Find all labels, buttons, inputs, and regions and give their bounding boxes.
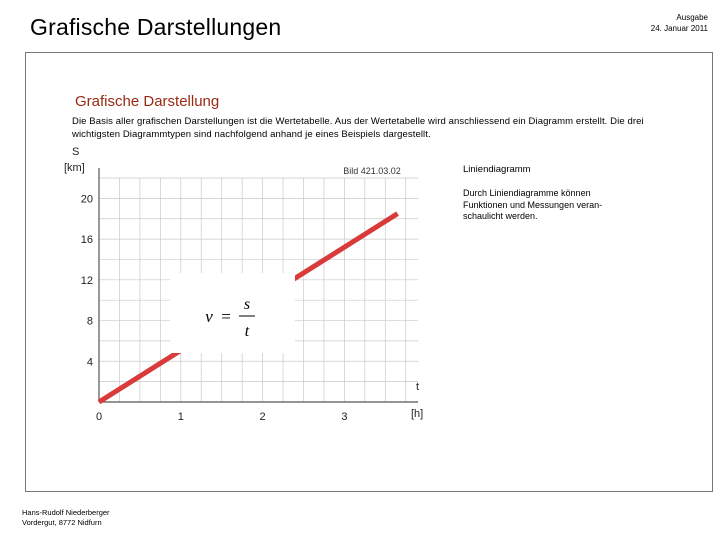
formula-box	[170, 273, 295, 353]
chart-type-title: Liniendiagramm	[463, 164, 531, 175]
description-line-3: schaulicht werden.	[463, 211, 538, 221]
description-line-1: Durch Liniendiagramme können	[463, 188, 591, 198]
x-axis-symbol: t	[416, 381, 420, 393]
section-title: Grafische Darstellung	[75, 93, 220, 110]
x-axis-unit: [h]	[411, 408, 424, 420]
description-line-2: Funktionen und Messungen veran-	[463, 199, 603, 210]
y-tick-label: 16	[80, 234, 93, 247]
y-tick-label: 12	[80, 274, 93, 287]
footer-author: Hans-Rudolf Niederberger	[22, 508, 110, 517]
formula-denominator: t	[244, 323, 250, 340]
y-axis-unit: [km]	[64, 162, 85, 174]
y-axis-symbol: S	[72, 146, 80, 158]
footer-address: Vordergut, 8772 Nidfurn	[22, 518, 102, 527]
formula-numerator: s	[243, 296, 251, 313]
formula-equals: =	[221, 307, 231, 326]
footer	[22, 508, 110, 528]
formula-background	[170, 273, 295, 353]
edition-label: Ausgabe	[676, 13, 708, 22]
x-tick-label: 3	[341, 411, 348, 423]
edition-date: 24. Januar 2011	[650, 24, 708, 33]
x-tick-label: 1	[177, 411, 184, 423]
page-title: Grafische Darstellungen	[30, 14, 282, 40]
y-tick-label: 20	[80, 193, 93, 206]
x-tick-label: 2	[259, 411, 266, 423]
x-tick-label: 0	[95, 411, 103, 423]
formula-lhs: v	[205, 307, 213, 326]
y-tick-label: 8	[86, 315, 93, 328]
y-tick-label: 4	[86, 356, 93, 369]
intro-line-2: wichtigsten Diagrammtypen sind nachfolgend anhand je eines Beispiels dargestellt.	[72, 129, 431, 140]
figure-id: Bild 421.03.02	[343, 166, 401, 176]
intro-line-1: Die Basis aller grafischen Darstellungen ist die Wertetabelle. Aus der Wertetabelle wird anschliessend ein Diagramm erstellt. Die drei	[72, 116, 644, 127]
chart-type-description	[463, 188, 633, 223]
